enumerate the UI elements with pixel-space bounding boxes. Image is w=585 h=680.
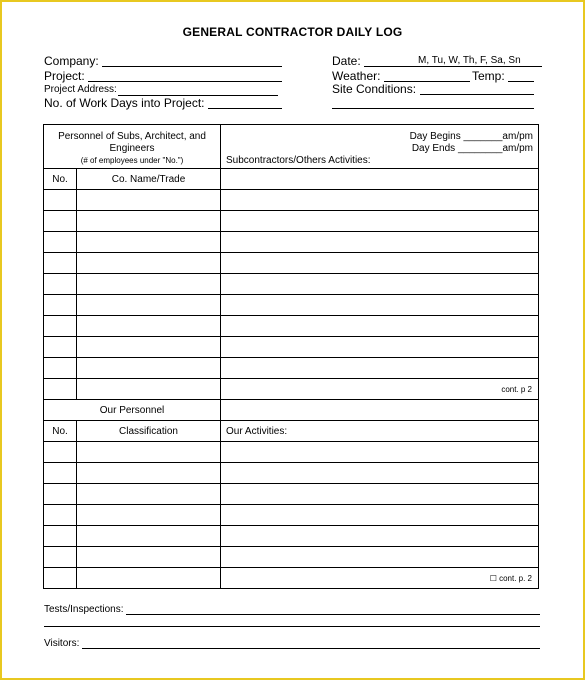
day-begins-field[interactable]: Day Begins _______am/pm — [409, 131, 533, 142]
tests-inspections-field[interactable] — [126, 614, 540, 615]
no-cell[interactable] — [44, 232, 77, 253]
table-row — [44, 253, 539, 274]
table-row — [44, 337, 539, 358]
weekday-options[interactable]: M, Tu, W, Th, F, Sa, Sn — [418, 55, 521, 66]
subcontractor-activities-header: Subcontractors/Others Activities: — [226, 155, 371, 166]
table-row — [44, 274, 539, 295]
day-times-cell — [221, 125, 539, 169]
activity-cell[interactable] — [221, 358, 539, 379]
name-cell[interactable] — [77, 295, 221, 316]
our-activities-header: Our Activities: — [221, 421, 539, 442]
activity-cell[interactable] — [221, 316, 539, 337]
cont-page-2-checkbox[interactable]: ☐ cont. p. 2 — [221, 568, 539, 589]
visitors-field[interactable] — [82, 648, 540, 649]
activity-cell[interactable] — [221, 463, 539, 484]
activity-cell[interactable] — [221, 253, 539, 274]
no-cell[interactable] — [44, 526, 77, 547]
project-address-label: Project Address: — [44, 84, 117, 95]
work-days-label: No. of Work Days into Project: — [44, 96, 205, 110]
no-cell[interactable] — [44, 442, 77, 463]
name-cell[interactable] — [77, 274, 221, 295]
activity-cell[interactable] — [221, 211, 539, 232]
name-cell[interactable] — [77, 232, 221, 253]
project-field[interactable] — [88, 81, 282, 82]
no-cell[interactable] — [44, 463, 77, 484]
site-conditions-field-2[interactable] — [332, 108, 534, 109]
no-cell[interactable] — [44, 358, 77, 379]
class-cell[interactable] — [77, 463, 221, 484]
name-cell[interactable] — [77, 316, 221, 337]
tests-inspections-field-2[interactable] — [44, 626, 540, 627]
activity-cell[interactable] — [221, 505, 539, 526]
activity-cell[interactable] — [221, 190, 539, 211]
site-conditions-field[interactable] — [420, 94, 534, 95]
personnel-note: (# of employees under "No.") — [80, 156, 184, 165]
no-cell[interactable] — [44, 316, 77, 337]
table-row — [44, 190, 539, 211]
no-cell[interactable] — [44, 505, 77, 526]
personnel-header: Personnel of Subs, Architect, and Engineers — [58, 131, 206, 154]
activity-cell[interactable] — [221, 274, 539, 295]
activity-cell[interactable] — [221, 400, 539, 421]
activity-cell[interactable] — [221, 295, 539, 316]
project-label: Project: — [44, 69, 85, 83]
table-row — [44, 379, 539, 400]
name-cell[interactable] — [77, 190, 221, 211]
table-row — [44, 442, 539, 463]
no-cell[interactable] — [44, 190, 77, 211]
class-cell[interactable] — [77, 505, 221, 526]
table-row — [44, 316, 539, 337]
temp-label: Temp: — [472, 69, 505, 83]
col-no-header: No. — [44, 169, 77, 190]
table-row — [44, 526, 539, 547]
table-row — [44, 505, 539, 526]
day-ends-field[interactable]: Day Ends ________am/pm — [411, 143, 533, 154]
activity-cell[interactable] — [221, 337, 539, 358]
no-cell[interactable] — [44, 568, 77, 589]
no-cell[interactable] — [44, 379, 77, 400]
daily-log-table — [43, 124, 539, 589]
visitors-label: Visitors: — [44, 638, 80, 649]
name-cell[interactable] — [77, 379, 221, 400]
date-field[interactable] — [364, 66, 542, 67]
weather-label: Weather: — [332, 69, 381, 83]
class-cell[interactable] — [77, 484, 221, 505]
col-name-header: Co. Name/Trade — [77, 169, 221, 190]
name-cell[interactable] — [77, 211, 221, 232]
site-conditions-label: Site Conditions: — [332, 82, 417, 96]
table-row — [44, 568, 539, 589]
table-row — [44, 211, 539, 232]
class-cell[interactable] — [77, 526, 221, 547]
table-row — [44, 463, 539, 484]
work-days-field[interactable] — [208, 108, 282, 109]
tests-inspections-label: Tests/Inspections: — [44, 604, 124, 615]
no-cell[interactable] — [44, 547, 77, 568]
no-cell[interactable] — [44, 337, 77, 358]
activity-cell[interactable] — [221, 232, 539, 253]
company-field[interactable] — [102, 66, 282, 67]
personnel-header-cell — [44, 125, 221, 169]
no-cell[interactable] — [44, 253, 77, 274]
classification-header: Classification — [77, 421, 221, 442]
table-row — [44, 358, 539, 379]
name-cell[interactable] — [77, 337, 221, 358]
table-row — [44, 484, 539, 505]
activity-cell[interactable] — [221, 526, 539, 547]
activity-cell[interactable] — [221, 547, 539, 568]
temp-field[interactable] — [508, 81, 534, 82]
table-row — [44, 547, 539, 568]
our-col-no-header: No. — [44, 421, 77, 442]
company-label: Company: — [44, 54, 99, 68]
our-personnel-title: Our Personnel — [44, 400, 221, 421]
activity-cell[interactable] — [221, 484, 539, 505]
table-row — [44, 232, 539, 253]
no-cell[interactable] — [44, 211, 77, 232]
class-cell[interactable] — [77, 568, 221, 589]
name-cell[interactable] — [77, 253, 221, 274]
name-cell[interactable] — [77, 358, 221, 379]
no-cell[interactable] — [44, 274, 77, 295]
date-label: Date: — [332, 54, 361, 68]
page-title: GENERAL CONTRACTOR DAILY LOG — [182, 25, 403, 39]
class-cell[interactable] — [77, 547, 221, 568]
cont-page-2-note[interactable]: cont. p 2 — [221, 379, 539, 400]
class-cell[interactable] — [77, 442, 221, 463]
table-row — [44, 295, 539, 316]
no-cell[interactable] — [44, 295, 77, 316]
activity-cell[interactable] — [221, 442, 539, 463]
activities-cell[interactable] — [221, 169, 539, 190]
no-cell[interactable] — [44, 484, 77, 505]
